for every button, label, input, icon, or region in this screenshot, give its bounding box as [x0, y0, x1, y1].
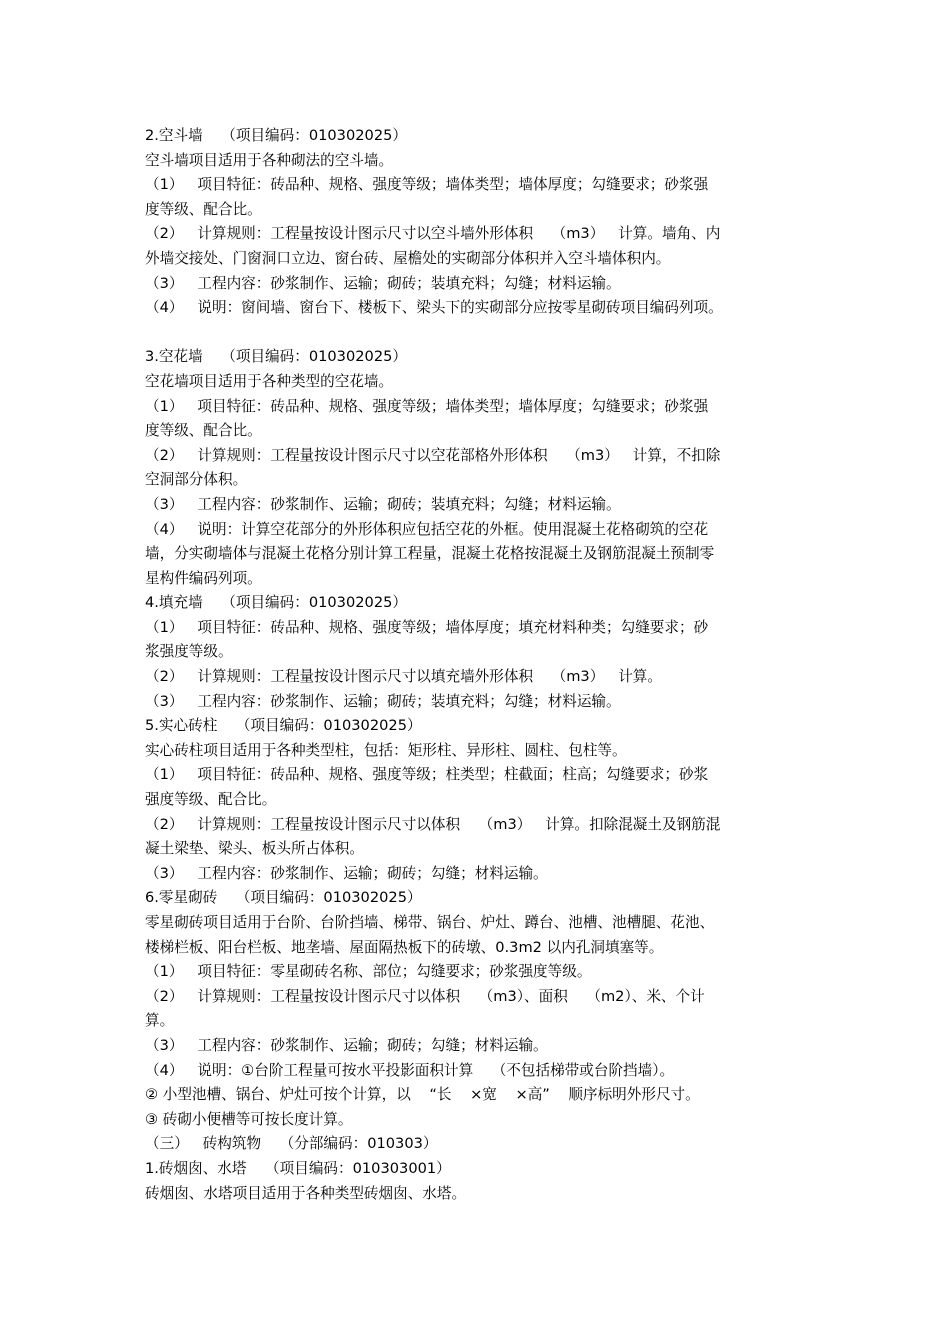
paragraph: （3） 工程内容：砂浆制作、运输；砌砖；勾缝；材料运输。: [145, 1036, 548, 1054]
paragraph: （1） 项目特征：砖品种、规格、强度等级；墙体类型；墙体厚度；勾缝要求；砂浆强: [145, 397, 709, 415]
paragraph: ③ 砖砌小便槽等可按长度计算。: [145, 1110, 353, 1128]
paragraph: 算。: [145, 1012, 175, 1030]
paragraph: 星构件编码列项。: [145, 569, 262, 587]
paragraph: 实心砖柱项目适用于各种类型柱，包括：矩形柱、异形柱、圆柱、包柱等。: [145, 741, 627, 759]
paragraph: 零星砌砖项目适用于台阶、台阶挡墙、梯带、锅台、炉灶、蹲台、池槽、池槽腿、花池、: [145, 914, 715, 931]
paragraph: （3） 工程内容：砂浆制作、运输；砌砖；装填充料；勾缝；材料运输。: [145, 495, 621, 513]
paragraph: 度等级、配合比。: [145, 422, 262, 440]
paragraph: （3） 工程内容：砂浆制作、运输；砌砖；勾缝；材料运输。: [145, 864, 548, 882]
paragraph: （2） 计算规则：工程量按设计图示尺寸以空斗墙外形体积 （m3） 计算。墙角、内: [145, 225, 721, 243]
paragraph: （1） 项目特征：砖品种、规格、强度等级；柱类型；柱截面；柱高；勾缝要求；砂浆: [145, 766, 709, 784]
paragraph: 楼梯栏板、阳台栏板、地垄墙、屋面隔热板下的砖墩、0.3m2 以内孔洞填塞等。: [145, 938, 664, 956]
paragraph: （2） 计算规则：工程量按设计图示尺寸以填充墙外形体积 （m3） 计算。: [145, 668, 662, 686]
paragraph: ② 小型池槽、锅台、炉灶可按个计算，以 “长 ×宽 ×高” 顺序标明外形尺寸。: [145, 1086, 700, 1104]
section-heading-infill-wall: 4.填充墙 （项目编码：010302025）: [145, 594, 407, 612]
section-heading-solid-brick-column: 5.实心砖柱 （项目编码：010302025）: [145, 717, 422, 735]
paragraph: 空花墙项目适用于各种类型的空花墙。: [145, 372, 394, 390]
paragraph: （1） 项目特征：砖品种、规格、强度等级；墙体类型；墙体厚度；勾缝要求；砂浆强: [145, 176, 709, 194]
paragraph: 外墙交接处、门窗洞口立边、窗台砖、屋檐处的实砌部分体积并入空斗墙体积内。: [145, 249, 671, 267]
paragraph: （2） 计算规则：工程量按设计图示尺寸以体积 （m3）、面积 （m2）、米、个计: [145, 987, 705, 1005]
section-heading-brick-structures: （三） 砖构筑物 （分部编码：010303）: [145, 1135, 438, 1153]
paragraph: （2） 计算规则：工程量按设计图示尺寸以空花部格外形体积 （m3） 计算，不扣除: [145, 446, 721, 464]
paragraph: 砖烟囱、水塔项目适用于各种类型砖烟囱、水塔。: [145, 1184, 467, 1202]
paragraph: （4） 说明：计算空花部分的外形体积应包括空花的外框。使用混凝土花格砌筑的空花: [145, 520, 709, 538]
document-body: [145, 124, 820, 1206]
paragraph: （3） 工程内容：砂浆制作、运输；砌砖；装填充料；勾缝；材料运输。: [145, 692, 621, 710]
paragraph: 强度等级、配合比。: [145, 791, 277, 809]
paragraph: 凝土梁垫、梁头、板头所占体积。: [145, 840, 364, 858]
paragraph: （1） 项目特征：零星砌砖名称、部位；勾缝要求；砂浆强度等级。: [145, 963, 592, 981]
paragraph: （4） 说明：①台阶工程量可按水平投影面积计算 （不包括梯带或台阶挡墙）。: [145, 1061, 675, 1079]
paragraph: 墙，分实砌墙体与混凝土花格分别计算工程量，混凝土花格按混凝土及钢筋混凝土预制零: [145, 545, 715, 563]
paragraph: （1） 项目特征：砖品种、规格、强度等级；墙体厚度；填充材料种类；勾缝要求；砂: [145, 618, 709, 636]
section-heading-misc-brickwork: 6.零星砌砖 （项目编码：010302025）: [145, 889, 422, 907]
paragraph: 度等级、配合比。: [145, 200, 262, 218]
paragraph: （4） 说明：窗间墙、窗台下、楼板下、梁头下的实砌部分应按零星砌砖项目编码列项。: [145, 299, 723, 317]
paragraph: （3） 工程内容：砂浆制作、运输；砌砖；装填充料；勾缝；材料运输。: [145, 274, 621, 292]
section-heading-lattice-wall: 3.空花墙 （项目编码：010302025）: [145, 348, 407, 366]
section-heading-hollow-wall: 2.空斗墙 （项目编码：010302025）: [145, 127, 407, 144]
paragraph: 空斗墙项目适用于各种砌法的空斗墙。: [145, 151, 394, 169]
section-heading-chimney-water-tower: 1.砖烟囱、水塔 （项目编码：010303001）: [145, 1159, 451, 1177]
paragraph: （2） 计算规则：工程量按设计图示尺寸以体积 （m3） 计算。扣除混凝土及钢筋混: [145, 815, 721, 833]
paragraph: 空洞部分体积。: [145, 471, 248, 489]
paragraph: 浆强度等级。: [145, 643, 233, 661]
blank-line: [145, 321, 820, 346]
